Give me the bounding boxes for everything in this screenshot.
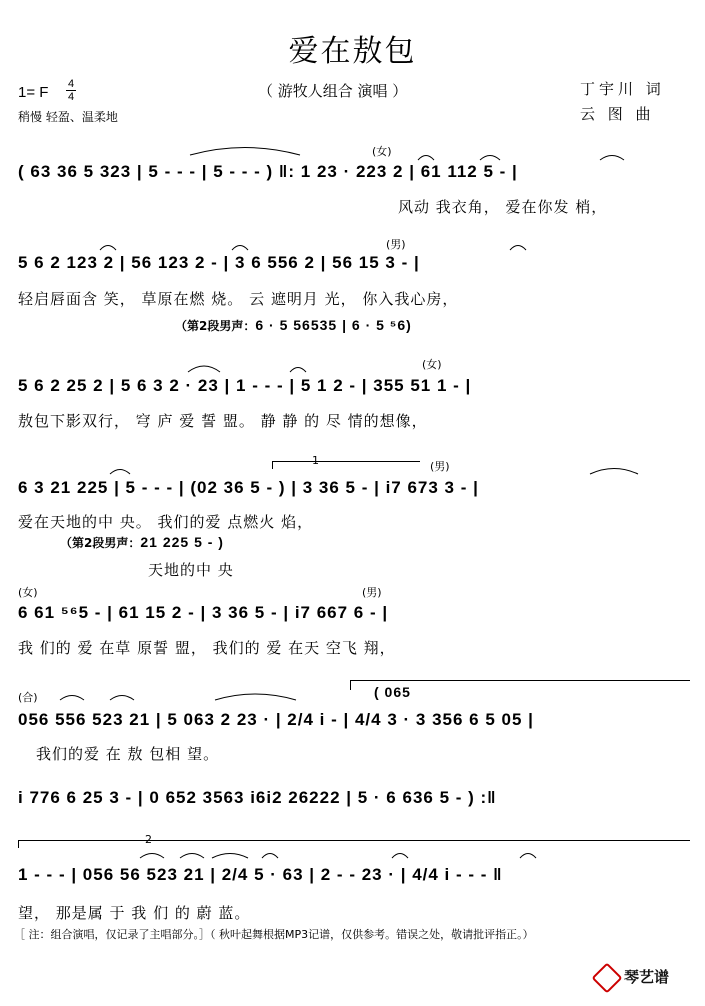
second-verse-male-part xyxy=(175,317,412,334)
slur-arc xyxy=(60,696,84,701)
second-verse-label: （第2段男声： xyxy=(175,319,256,333)
first-ending-bracket xyxy=(272,461,420,462)
second-verse-notes: 21 225 5 - ) xyxy=(140,534,224,550)
second-verse-male-part xyxy=(60,534,224,551)
song-title: 爱在敖包 xyxy=(288,34,417,69)
lyrics-row: 风动 我衣角， 爱在你发 梢， xyxy=(398,198,608,216)
notation-row: 5 6 2 25 2 | 5 6 3 2 · 23 | 1 - - - | 5 1 2 - | 355 51 1 - | xyxy=(18,376,472,395)
slur-arc xyxy=(418,156,434,161)
notation-row: ( 63 36 5 323 | 5 - - - | 5 - - - ) ‖: 1 23 · 223 2 | 61 112 5 - | xyxy=(18,162,518,181)
time-signature-bottom: 4 xyxy=(67,91,75,103)
composer-credit: 云 图 曲 xyxy=(580,105,655,123)
lyricist-credit: 丁宇川 词 xyxy=(580,80,665,98)
slur-arc xyxy=(510,246,526,251)
lyrics-row: 轻启唇面含 笑， 草原在燃 烧。 云 遮明月 光， 你入我心房， xyxy=(18,290,459,308)
lyrics-row: 我们的爱 在 敖 包相 望。 xyxy=(36,745,220,763)
second-verse-notes: 6 · 5 56535 | 6 · 5 ⁵6) xyxy=(255,317,412,333)
logo-text: 琴艺谱 xyxy=(624,968,670,986)
voice-label: (女) xyxy=(372,145,392,158)
slur-arc xyxy=(110,470,130,475)
slur-arc xyxy=(180,854,204,859)
voice-label: (女) xyxy=(422,358,442,371)
logo-icon xyxy=(591,962,622,993)
slur-arc xyxy=(188,366,220,372)
lyrics-row: 望， 那是属 于 我 们 的 蔚 蓝。 xyxy=(18,904,251,922)
lyrics-row: 我 们的 爱 在草 原誓 盟， 我们的 爱 在天 空飞 翔， xyxy=(18,639,396,657)
voice-label: (男) xyxy=(386,238,406,251)
second-verse-label: （第2段男声： xyxy=(60,536,141,550)
slur-arc xyxy=(262,854,278,859)
slur-arc xyxy=(110,696,134,701)
lyrics-row: 敖包下影双行， 穹 庐 爱 誓 盟。 静 静 的 尽 情的想像， xyxy=(18,412,428,430)
time-signature-top: 4 xyxy=(67,78,75,90)
performer-subtitle: （ 游牧人组合 演唱 ） xyxy=(258,82,408,100)
slur-arc xyxy=(140,854,164,859)
notation-row: i 776 6 25 3 - | 0 652 3563 i6i2 26222 | 5 · 6 636 5 - ) :‖ xyxy=(18,788,497,807)
slur-arc xyxy=(212,854,248,859)
first-ending-bracket xyxy=(272,461,273,469)
site-logo xyxy=(596,966,669,989)
pickup-notes: ( 065 xyxy=(374,684,411,700)
notation-row: 5 6 2 123 2 | 56 123 2 - | 3 6 556 2 | 56 15 3 - | xyxy=(18,253,420,272)
notation-row: 056 556 523 21 | 5 063 2 23 · | 2/4 i - | 4/4 3 · 3 356 6 5 05 | xyxy=(18,710,534,729)
voice-label: (合) xyxy=(18,691,38,704)
voice-label: (女) xyxy=(18,586,38,599)
voice-label: (男) xyxy=(362,586,382,599)
first-ending-number: 1 xyxy=(312,454,319,467)
tie-arc xyxy=(190,148,300,156)
slur-arc xyxy=(480,156,500,161)
slur-arc xyxy=(520,854,536,859)
slur-arc xyxy=(392,854,408,859)
notation-row: 1 - - - | 056 56 523 21 | 2/4 5 · 63 | 2 - - 23 · | 4/4 i - - - ‖ xyxy=(18,865,503,884)
second-ending-bracket xyxy=(18,840,690,841)
slur-arc xyxy=(215,694,296,700)
notation-row: 6 61 ⁵⁶5 - | 61 15 2 - | 3 36 5 - | i7 667 6 - | xyxy=(18,603,389,622)
second-ending-bracket xyxy=(18,840,19,848)
lyrics-row: 爱在天地的中 央。 我们的爱 点燃火 焰， xyxy=(18,513,314,531)
passage-bracket xyxy=(350,680,690,681)
passage-bracket xyxy=(350,680,351,690)
voice-label: (男) xyxy=(430,460,450,473)
slur-arc xyxy=(600,156,624,161)
key-signature: 1= F xyxy=(18,84,49,101)
footnote: ［ 注：组合演唱，仅记录了主唱部分。］（ 秋叶起舞根据MP3记谱，仅供参考。错误之处，敬请批评指正。） xyxy=(14,928,534,941)
slur-arc xyxy=(290,368,306,373)
slur-arc xyxy=(590,469,638,475)
slur-arc xyxy=(232,246,248,251)
second-ending-number: 2 xyxy=(145,833,152,846)
slur-arc xyxy=(100,246,116,251)
tempo-marking: 稍慢 轻盈、温柔地 xyxy=(18,110,118,124)
second-verse-lyrics: 天地的中 央 xyxy=(148,561,234,579)
notation-row: 6 3 21 225 | 5 - - - | (02 36 5 - ) | 3 36 5 - | i7 673 3 - | xyxy=(18,478,479,497)
